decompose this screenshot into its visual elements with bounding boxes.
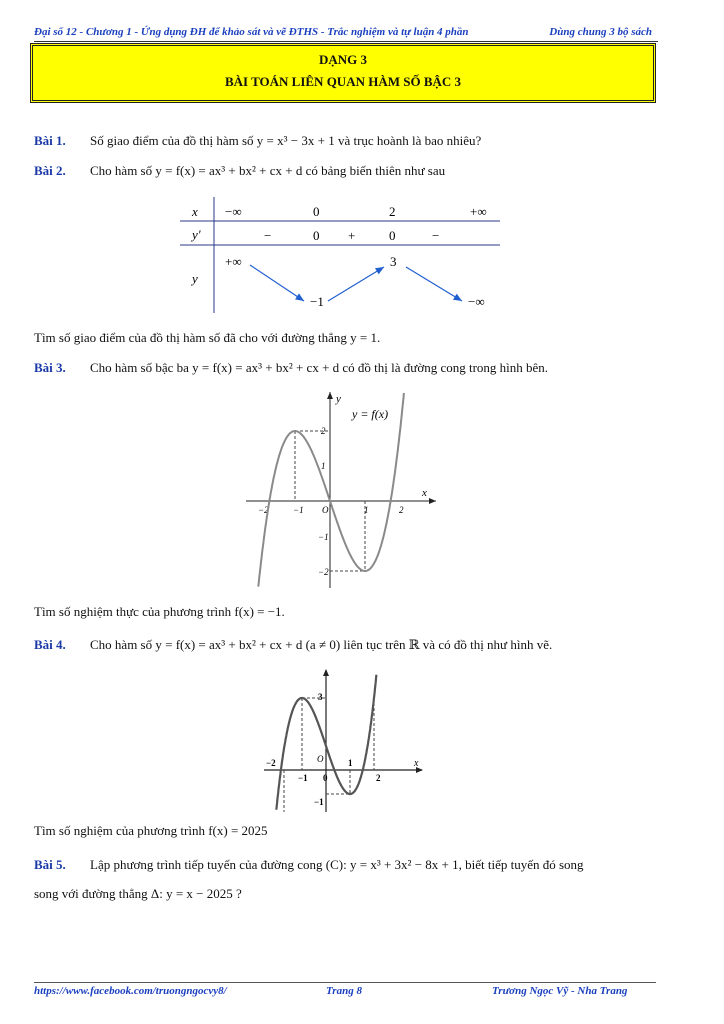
footer-link[interactable]: https://www.facebook.com/truongngocvy8/ bbox=[34, 985, 227, 997]
vt-yp-sign3: − bbox=[432, 228, 440, 243]
g3-yt-2: 2 bbox=[321, 426, 326, 436]
g3-yt-m1: −1 bbox=[318, 532, 329, 542]
graph-bai4 bbox=[262, 668, 430, 814]
vt-x-0: 0 bbox=[313, 204, 320, 219]
vt-y-posinf: +∞ bbox=[225, 254, 242, 269]
g3-yt-1: 1 bbox=[321, 461, 326, 471]
problem-2 bbox=[34, 163, 445, 179]
vt-x-posinf: +∞ bbox=[470, 204, 487, 219]
vt-arrow-down2 bbox=[406, 267, 462, 301]
vt-x-head: x bbox=[192, 204, 198, 219]
problem-2-label: Bài 2. bbox=[34, 163, 66, 178]
problem-5 bbox=[34, 857, 584, 873]
g4-xt-0: 0 bbox=[323, 773, 328, 783]
page-header bbox=[34, 26, 652, 38]
vt-yp-head: y' bbox=[192, 227, 201, 242]
g4-xt-1: 1 bbox=[348, 758, 353, 768]
g4-xt-2: 2 bbox=[376, 773, 381, 783]
problem-4-followup: Tìm số nghiệm của phương trình f(x) = 2025 bbox=[34, 823, 268, 838]
vt-arrow-down1 bbox=[250, 265, 304, 301]
graph-bai3 bbox=[244, 388, 440, 590]
vt-yp-sign1: − bbox=[264, 228, 272, 243]
g3-curve bbox=[258, 393, 404, 587]
g3-origin: O bbox=[322, 505, 329, 515]
problem-3-followup: Tìm số nghiệm thực của phương trình f(x) = −1. bbox=[34, 604, 285, 619]
g3-x-label: x bbox=[422, 487, 427, 499]
problem-4-text: Cho hàm số y = f(x) = ax³ + bx² + cx + d (a ≠ 0) liên tục trên ℝ và có đồ thị như hình vẽ. bbox=[90, 637, 553, 652]
problem-2-followup: Tìm số giao điểm của đồ thị hàm số đã cho với đường thẳng y = 1. bbox=[34, 330, 381, 345]
vt-yp-sign2: + bbox=[348, 228, 356, 243]
vt-yp-zero2: 0 bbox=[389, 228, 396, 243]
g4-yt-m1: −1 bbox=[314, 797, 324, 807]
g3-xt-m1: −1 bbox=[293, 505, 304, 515]
banner-title: DẠNG 3 bbox=[318, 52, 368, 67]
problem-5-text2: song với đường thẳng Δ: y = x − 2025 ? bbox=[34, 886, 242, 901]
problem-5-label: Bài 5. bbox=[34, 857, 66, 872]
g3-xt-1: 1 bbox=[364, 505, 369, 515]
header-left: Đại số 12 - Chương 1 - Ứng dụng ĐH để khảo sát và vẽ ĐTHS - Trắc nghiệm và tự luận 4 phần bbox=[34, 26, 469, 38]
problem-1-text: Số giao điểm của đồ thị hàm số y = x³ − 3x + 1 và trục hoành là bao nhiêu? bbox=[90, 133, 482, 148]
g3-yt-m2: −2 bbox=[318, 567, 329, 577]
vt-yp-zero1: 0 bbox=[313, 228, 320, 243]
banner-subtitle: BÀI TOÁN LIÊN QUAN HÀM SỐ BẬC 3 bbox=[224, 74, 462, 89]
g4-origin: O bbox=[317, 754, 324, 764]
problem-4 bbox=[34, 637, 552, 653]
vt-y-head: y bbox=[192, 271, 198, 286]
g4-x-label: x bbox=[414, 758, 419, 769]
vt-x-2: 2 bbox=[389, 204, 396, 219]
vt-y-min: −1 bbox=[310, 294, 324, 309]
vt-arrow-up bbox=[328, 267, 384, 301]
vt-y-max: 3 bbox=[390, 254, 397, 269]
problem-1 bbox=[34, 133, 481, 149]
vt-y-neginf: −∞ bbox=[468, 294, 485, 309]
problem-3 bbox=[34, 360, 548, 376]
problem-4-label: Bài 4. bbox=[34, 637, 66, 652]
problem-5-text: Lập phương trình tiếp tuyến của đường cong (C): y = x³ + 3x² − 8x + 1, biết tiếp tuyến đó song bbox=[90, 857, 584, 872]
footer-divider bbox=[34, 982, 656, 983]
g4-yt-3: 3 bbox=[318, 692, 323, 702]
problem-1-label: Bài 1. bbox=[34, 133, 66, 148]
header-divider bbox=[34, 41, 658, 42]
g3-y-label: y bbox=[336, 393, 341, 405]
g3-xt-m2: −2 bbox=[258, 505, 269, 515]
section-banner bbox=[30, 43, 656, 103]
problem-2-text: Cho hàm số y = f(x) = ax³ + bx² + cx + d có bảng biến thiên như sau bbox=[90, 163, 446, 178]
g4-xt-m2: −2 bbox=[266, 758, 276, 768]
footer-page: Trang 8 bbox=[326, 985, 362, 997]
g3-fn-label: y = f(x) bbox=[352, 407, 389, 421]
problem-3-text: Cho hàm số bậc ba y = f(x) = ax³ + bx² + cx + d có đồ thị là đường cong trong hình bên. bbox=[90, 360, 549, 375]
problem-3-label: Bài 3. bbox=[34, 360, 66, 375]
g3-xt-2: 2 bbox=[399, 505, 404, 515]
footer-author: Trương Ngọc Vỹ - Nha Trang bbox=[492, 985, 628, 997]
vt-x-neginf: −∞ bbox=[225, 204, 242, 219]
header-right: Dùng chung 3 bộ sách bbox=[549, 26, 652, 38]
variation-table bbox=[180, 197, 500, 315]
g4-xt-m1: −1 bbox=[298, 773, 308, 783]
